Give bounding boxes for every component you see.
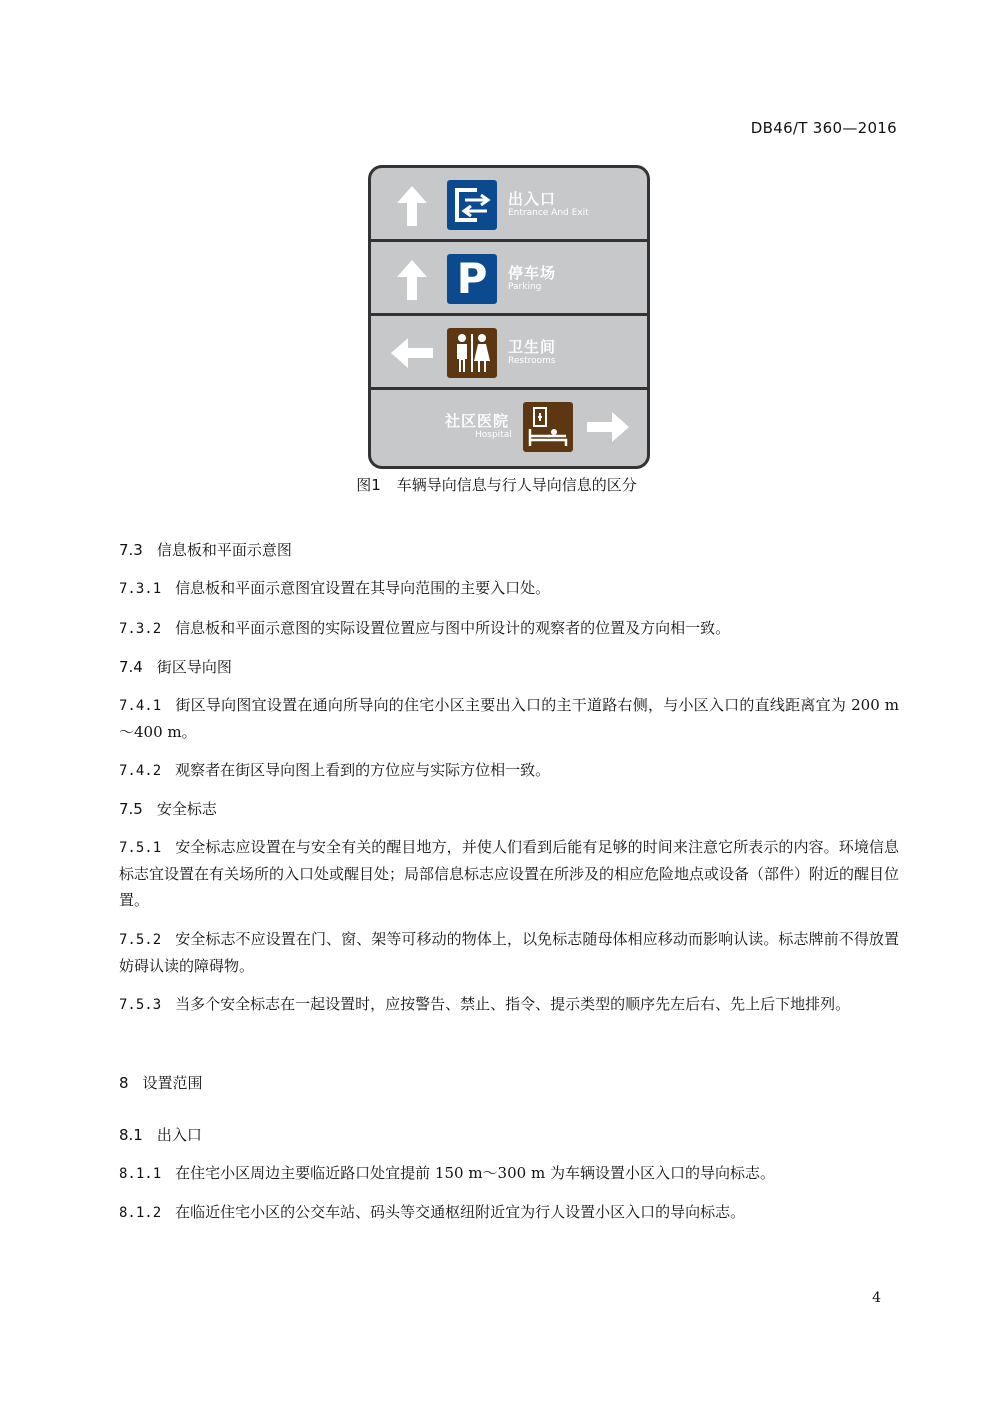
clause-number: 7.4.1 [119, 698, 162, 714]
left-arrow-icon [391, 338, 433, 368]
sign-label-cn: 卫生间 [508, 338, 557, 356]
section-heading [119, 539, 292, 560]
page-number: 4 [872, 1290, 881, 1306]
clause-number: 7.5.1 [119, 840, 162, 856]
section-heading [119, 798, 217, 819]
parking-icon [447, 254, 497, 304]
clause-paragraph [119, 834, 899, 913]
sign-label-cn: 停车场 [508, 264, 557, 282]
figure-number: 图1 [356, 476, 381, 494]
clause-text: 在住宅小区周边主要临近路口处宜提前 150 m～300 m 为车辆设置小区入口的导向标志。 [175, 1164, 775, 1182]
clause-number: 8.1.2 [119, 1205, 162, 1221]
section-title: 安全标志 [156, 800, 217, 818]
clause-text: 观察者在街区导向图上看到的方位应与实际方位相一致。 [175, 761, 551, 779]
clause-number: 7.5.3 [119, 997, 162, 1013]
sign-row-entrance [371, 168, 647, 242]
document-code: DB46/T 360—2016 [750, 119, 897, 137]
clause-text: 当多个安全标志在一起设置时，应按警告、禁止、指令、提示类型的顺序先左后右、先上后下地排列。 [175, 995, 851, 1013]
clause-number: 7.3.2 [119, 621, 162, 637]
clause-paragraph [119, 575, 899, 602]
section-heading [119, 1124, 202, 1145]
hospital-icon [523, 402, 573, 452]
entrance-exit-icon [447, 180, 497, 230]
right-arrow-icon [587, 412, 629, 442]
parking-icon-letter: P [456, 254, 488, 303]
chapter-title: 设置范围 [142, 1074, 203, 1092]
clause-paragraph [119, 615, 899, 642]
clause-paragraph [119, 757, 899, 784]
restroom-icon [447, 328, 497, 378]
section-number: 7.3 [119, 541, 143, 559]
clause-number: 7.5.2 [119, 932, 162, 948]
figure-caption [0, 474, 993, 495]
wayfinding-sign-figure [368, 165, 650, 469]
up-arrow-icon [396, 186, 428, 226]
figure-caption-text: 车辆导向信息与行人导向信息的区分 [396, 476, 637, 494]
sign-label-en: Parking [508, 282, 542, 292]
section-title: 街区导向图 [156, 658, 232, 676]
clause-text: 信息板和平面示意图的实际设置位置应与图中所设计的观察者的位置及方向相一致。 [175, 619, 731, 637]
clause-paragraph [119, 991, 899, 1018]
section-number: 8.1 [119, 1126, 143, 1144]
clause-paragraph [119, 692, 899, 745]
sign-label-en: Entrance And Exit [508, 208, 589, 218]
clause-paragraph [119, 1160, 899, 1187]
chapter-heading [119, 1072, 203, 1093]
sign-row-hospital [371, 390, 647, 464]
clause-number: 7.4.2 [119, 763, 162, 779]
clause-text: 街区导向图宜设置在通向所导向的住宅小区主要出入口的主干道路右侧，与小区入口的直线距离宜为 200 m～400 m。 [119, 696, 899, 741]
clause-text: 安全标志应设置在与安全有关的醒目地方，并使人们看到后能有足够的时间来注意它所表示的内容。环境信息标志宜设置在有关场所的入口处或醒目处；局部信息标志应设置在所涉及的相应危险地点或设备（部件）附近的醒目位置。 [119, 838, 900, 909]
clause-number: 7.3.1 [119, 581, 162, 597]
sign-label-en: Hospital [475, 430, 512, 440]
clause-paragraph [119, 1199, 899, 1226]
sign-row-parking [371, 242, 647, 316]
chapter-number: 8 [119, 1074, 129, 1092]
clause-number: 8.1.1 [119, 1166, 162, 1182]
section-heading [119, 656, 232, 677]
section-number: 7.4 [119, 658, 143, 676]
section-title: 信息板和平面示意图 [156, 541, 292, 559]
clause-text: 安全标志不应设置在门、窗、架等可移动的物体上，以免标志随母体相应移动而影响认读。标志牌前不得放置妨碍认读的障碍物。 [119, 930, 899, 975]
up-arrow-icon [396, 260, 428, 300]
clause-text: 信息板和平面示意图宜设置在其导向范围的主要入口处。 [175, 579, 551, 597]
clause-text: 在临近住宅小区的公交车站、码头等交通枢纽附近宜为行人设置小区入口的导向标志。 [175, 1203, 746, 1221]
section-number: 7.5 [119, 800, 143, 818]
sign-label-cn: 社区医院 [445, 412, 510, 430]
sign-label-cn: 出入口 [508, 190, 557, 208]
section-title: 出入口 [156, 1126, 202, 1144]
clause-paragraph [119, 926, 899, 979]
sign-label-en: Restrooms [508, 356, 556, 366]
sign-row-restrooms [371, 316, 647, 390]
